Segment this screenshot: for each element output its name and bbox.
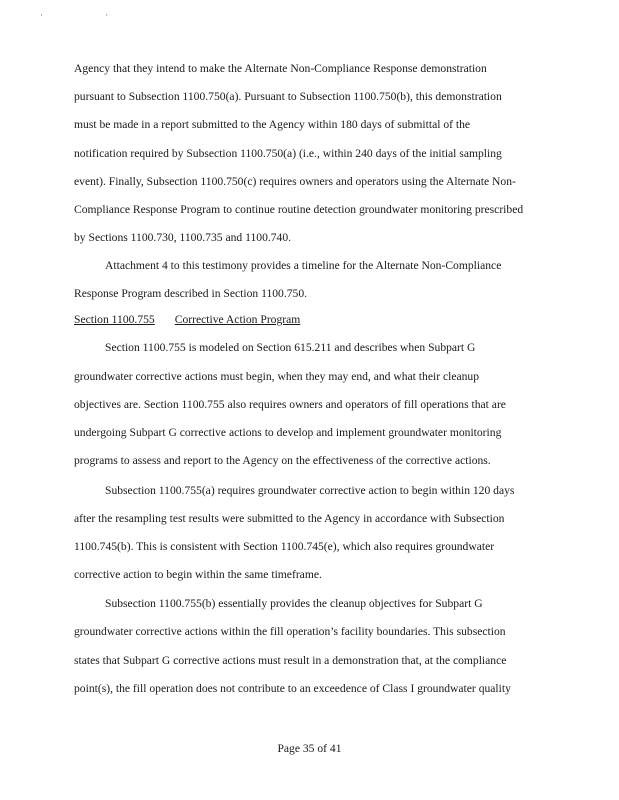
text-line: programs to assess and report to the Agency on the effectiveness of the corrective actions. bbox=[74, 454, 491, 467]
text-line: event). Finally, Subsection 1100.750(c) requires owners and operators using the Alternate Non- bbox=[74, 175, 516, 188]
text-line: undergoing Subpart G corrective actions to develop and implement groundwater monitoring bbox=[74, 426, 502, 439]
text-line: notification required by Subsection 1100.750(a) (i.e., within 240 days of the initial sampling bbox=[74, 147, 502, 160]
text-line: groundwater corrective actions within the fill operation’s facility boundaries. This subsection bbox=[74, 625, 506, 638]
text-line: groundwater corrective actions must begin, when they may end, and what their cleanup bbox=[74, 370, 480, 383]
text-line: after the resampling test results were submitted to the Agency in accordance with Subsection bbox=[74, 512, 505, 525]
text-line: Agency that they intend to make the Alternate Non-Compliance Response demonstration bbox=[74, 62, 487, 75]
section-title: Corrective Action Program bbox=[174, 313, 301, 326]
text-line: Section 1100.755 is modeled on Section 615.211 and describes when Subpart G bbox=[105, 341, 476, 354]
text-line: Attachment 4 to this testimony provides a timeline for the Alternate Non-Compliance bbox=[105, 259, 502, 272]
text-line: objectives are. Section 1100.755 also requires owners and operators of fill operations that are bbox=[74, 398, 506, 411]
text-line: Subsection 1100.755(a) requires groundwater corrective action to begin within 120 days bbox=[105, 484, 515, 497]
section-number: Section 1100.755 bbox=[74, 313, 155, 326]
section-heading bbox=[74, 313, 300, 327]
text-line: Compliance Response Program to continue routine detection groundwater monitoring prescribed bbox=[74, 203, 524, 216]
text-line: 1100.745(b). This is consistent with Section 1100.745(e), which also requires groundwater bbox=[74, 540, 495, 553]
text-line: pursuant to Subsection 1100.750(a). Pursuant to Subsection 1100.750(b), this demonstration bbox=[74, 90, 502, 103]
text-line: by Sections 1100.730, 1100.735 and 1100.740. bbox=[74, 231, 292, 244]
text-line: corrective action to begin within the same timeframe. bbox=[74, 568, 322, 581]
text-line: Subsection 1100.755(b) essentially provides the cleanup objectives for Subpart G bbox=[105, 597, 483, 610]
text-line: Response Program described in Section 1100.750. bbox=[74, 287, 308, 300]
text-line: must be made in a report submitted to the Agency within 180 days of submittal of the bbox=[74, 118, 471, 131]
scan-marks: · · bbox=[40, 10, 139, 20]
text-line: point(s), the fill operation does not contribute to an exceedence of Class I groundwater quality bbox=[74, 682, 511, 695]
text-line: states that Subpart G corrective actions must result in a demonstration that, at the compliance bbox=[74, 654, 507, 667]
page-number: Page 35 of 41 bbox=[277, 742, 342, 755]
